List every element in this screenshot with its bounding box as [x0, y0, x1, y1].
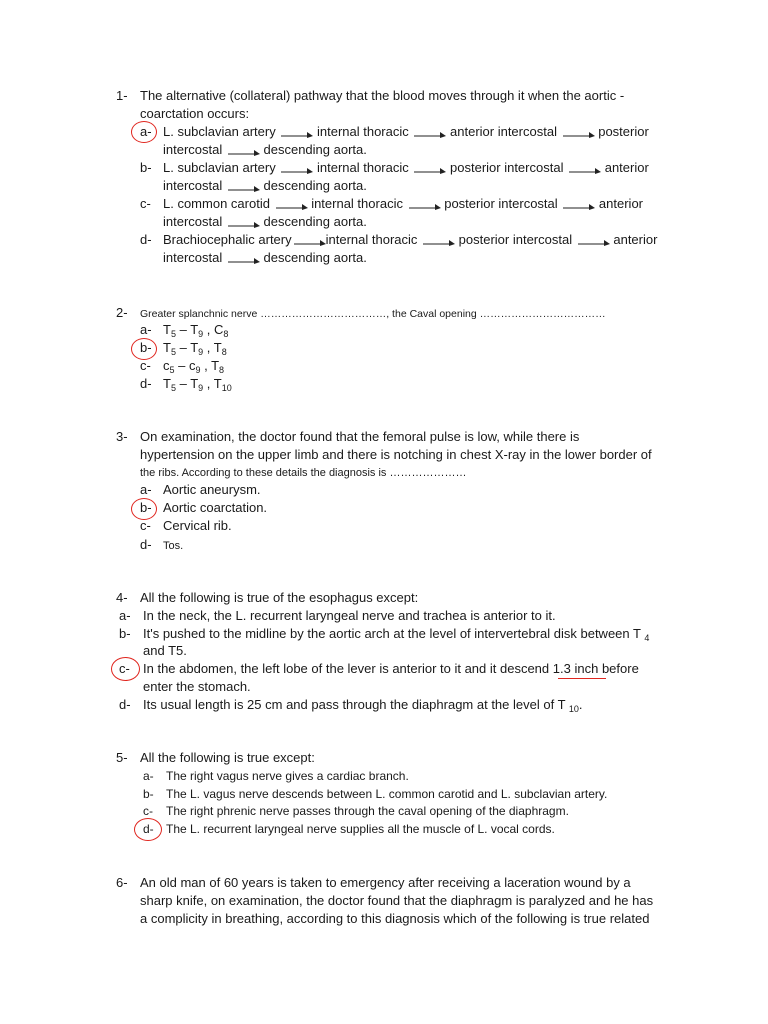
- answer-circle-mark: [131, 498, 157, 520]
- q1a-part4: posterior: [598, 124, 649, 139]
- q1a-part3: anterior intercostal: [450, 124, 557, 139]
- q1b-part1: L. subclavian artery: [163, 160, 276, 175]
- arrow-icon: [412, 128, 446, 138]
- q5-option-c-letter: c-: [143, 804, 153, 818]
- q1-option-c-line1: [163, 196, 643, 212]
- q5-option-b-text: The L. vagus nerve descends between L. common carotid and L. subclavian artery.: [166, 787, 608, 801]
- q1d-part4: anterior: [613, 232, 658, 247]
- q3-option-a-text: Aortic aneurysm.: [163, 482, 261, 497]
- q1-number: 1-: [116, 88, 128, 103]
- q1a-part6: descending aorta.: [263, 142, 367, 157]
- answer-circle-mark: [131, 121, 157, 143]
- q1-option-b-line2: [163, 178, 367, 194]
- q4-option-c-letter: c-: [119, 661, 130, 676]
- q1-option-d-line1: [163, 232, 657, 248]
- q2-option-d-letter: d-: [140, 376, 152, 391]
- q1c-part4: anterior: [598, 196, 643, 211]
- arrow-icon: [279, 128, 313, 138]
- q2-number: 2-: [116, 305, 128, 320]
- q5-option-b-letter: b-: [143, 787, 154, 801]
- q4-stem: All the following is true of the esophagus except:: [140, 590, 419, 605]
- q1c-part1: L. common carotid: [163, 196, 270, 211]
- q2-option-c-letter: c-: [140, 358, 151, 373]
- q5-stem: All the following is true except:: [140, 750, 315, 765]
- arrow-icon: [226, 218, 260, 228]
- q1c-part5: intercostal: [163, 214, 223, 229]
- q3-option-b-text: Aortic coarctation.: [163, 500, 268, 515]
- red-underline-mark: [558, 678, 606, 679]
- q3-number: 3-: [116, 429, 128, 444]
- answer-circle-mark: [131, 338, 157, 360]
- arrow-icon: [226, 146, 260, 156]
- q1b-part2: internal thoracic: [316, 160, 409, 175]
- q1a-part2: internal thoracic: [316, 124, 409, 139]
- q5-option-a-text: The right vagus nerve gives a cardiac branch.: [166, 769, 409, 783]
- q1d-part1: Brachiocephalic artery: [163, 232, 292, 247]
- q1b-part6: descending aorta.: [263, 178, 367, 193]
- q4-number: 4-: [116, 590, 128, 605]
- q1b-part5: intercostal: [163, 178, 223, 193]
- q2-option-a-letter: a-: [140, 322, 152, 337]
- q6-line3: a complicity in breathing, according to this diagnosis which of the following is true related: [140, 911, 650, 926]
- q5-option-c-text: The right phrenic nerve passes through the caval opening of the diaphragm.: [166, 804, 569, 818]
- q1d-part2: internal thoracic: [325, 232, 418, 247]
- q5-option-d-letter: d-: [143, 822, 154, 836]
- q3-option-c-text: Cervical rib.: [163, 518, 232, 533]
- q5-option-a-letter: a-: [143, 769, 154, 783]
- arrow-icon: [421, 236, 455, 246]
- answer-circle-mark: [134, 818, 162, 841]
- q2-option-c-text: $c_5 - c_9$ , $T_8$: [163, 358, 225, 375]
- q4-option-d-letter: d-: [119, 697, 131, 712]
- arrow-icon: [561, 128, 595, 138]
- arrow-icon: [226, 254, 260, 264]
- q1c-part2: internal thoracic: [311, 196, 403, 211]
- q1-option-b-line1: [163, 160, 649, 176]
- q3-option-d-letter: d-: [140, 537, 152, 552]
- arrow-icon: [567, 164, 601, 174]
- q5-number: 5-: [116, 750, 128, 765]
- q2-option-b-text: $T_5 - T_9$ , $T_8$: [163, 340, 227, 357]
- q3-option-d-text: Tos.: [163, 540, 184, 552]
- arrow-icon: [226, 182, 260, 192]
- q4-option-a-text: In the neck, the L. recurrent laryngeal nerve and trachea is anterior to it.: [143, 608, 556, 623]
- q2-stem: Greater splanchnic nerve ………………………………, the Caval opening ………………………………: [140, 308, 606, 320]
- q1a-part5: intercostal: [163, 142, 223, 157]
- q4-option-a-letter: a-: [119, 608, 131, 623]
- arrow-icon: [407, 200, 441, 210]
- answer-circle-mark: [111, 657, 140, 681]
- q3-option-b-letter: b-: [140, 500, 152, 515]
- q1d-part6: descending aorta.: [263, 250, 367, 265]
- q2-option-d-text: $T_5 - T_9$ , $T_{10}$: [163, 376, 232, 393]
- q1-option-c-letter: c-: [140, 196, 151, 211]
- q1b-part4: anterior: [604, 160, 649, 175]
- q6-line1: An old man of 60 years is taken to emergency after receiving a laceration wound by a: [140, 875, 631, 890]
- q1-option-c-line2: [163, 214, 367, 230]
- underlined-value: 1.3 inch: [552, 661, 599, 676]
- arrow-icon: [561, 200, 595, 210]
- q1d-part5: intercostal: [163, 250, 223, 265]
- arrow-icon: [279, 164, 313, 174]
- q1-option-d-line2: [163, 250, 367, 266]
- q4-option-b-line1: It's pushed to the midline by the aortic arch at the level of intervertebral disk between T $_4$: [143, 626, 650, 643]
- q5-option-d-text: The L. recurrent laryngeal nerve supplies all the muscle of L. vocal cords.: [166, 822, 555, 836]
- q3-stem-line3: the ribs. According to these details the diagnosis is …………………: [140, 467, 467, 479]
- q4-option-b-letter: b-: [119, 626, 131, 641]
- q1c-part3: posterior intercostal: [444, 196, 558, 211]
- q3-option-a-letter: a-: [140, 482, 152, 497]
- arrow-icon: [412, 164, 446, 174]
- q1-option-a-line1: [163, 124, 649, 140]
- q1d-part3: posterior intercostal: [458, 232, 573, 247]
- q6-line2: sharp knife, on examination, the doctor found that the diaphragm is paralyzed and he has: [140, 893, 654, 908]
- q3-stem-line2: hypertension on the upper limb and there is notching in chest X-ray in the lower border of: [140, 447, 652, 462]
- q4-option-b-line2: and T5.: [143, 643, 187, 658]
- q1-stem-line1: The alternative (collateral) pathway that the blood moves through it when the aortic -: [140, 88, 625, 103]
- q1a-part1: L. subclavian artery: [163, 124, 276, 139]
- q2-option-a-text: $T_5 - T_9$ , $C_8$: [163, 322, 229, 339]
- q4-option-d-text: Its usual length is 25 cm and pass through the diaphragm at the level of T $_{10}$.: [143, 697, 583, 714]
- q1-option-b-letter: b-: [140, 160, 152, 175]
- q1-option-d-letter: d-: [140, 232, 152, 247]
- arrow-icon: [576, 236, 610, 246]
- q3-stem-line1: On examination, the doctor found that the femoral pulse is low, while there is: [140, 429, 580, 444]
- arrow-icon: [274, 200, 308, 210]
- q3-option-c-letter: c-: [140, 518, 151, 533]
- q1-option-a-letter: a-: [140, 124, 152, 139]
- q4-option-c-line1: In the abdomen, the left lobe of the lever is anterior to it and it descend 1.3 inch before: [143, 661, 639, 676]
- q4-option-c-line2: enter the stomach.: [143, 679, 251, 694]
- q1-option-a-line2: [163, 142, 367, 158]
- q1c-part6: descending aorta.: [263, 214, 367, 229]
- q2-option-b-letter: b-: [140, 340, 152, 355]
- q1b-part3: posterior intercostal: [450, 160, 564, 175]
- q1-stem-line2: coarctation occurs:: [140, 106, 250, 121]
- q6-number: 6-: [116, 875, 128, 890]
- arrow-icon: [292, 236, 326, 246]
